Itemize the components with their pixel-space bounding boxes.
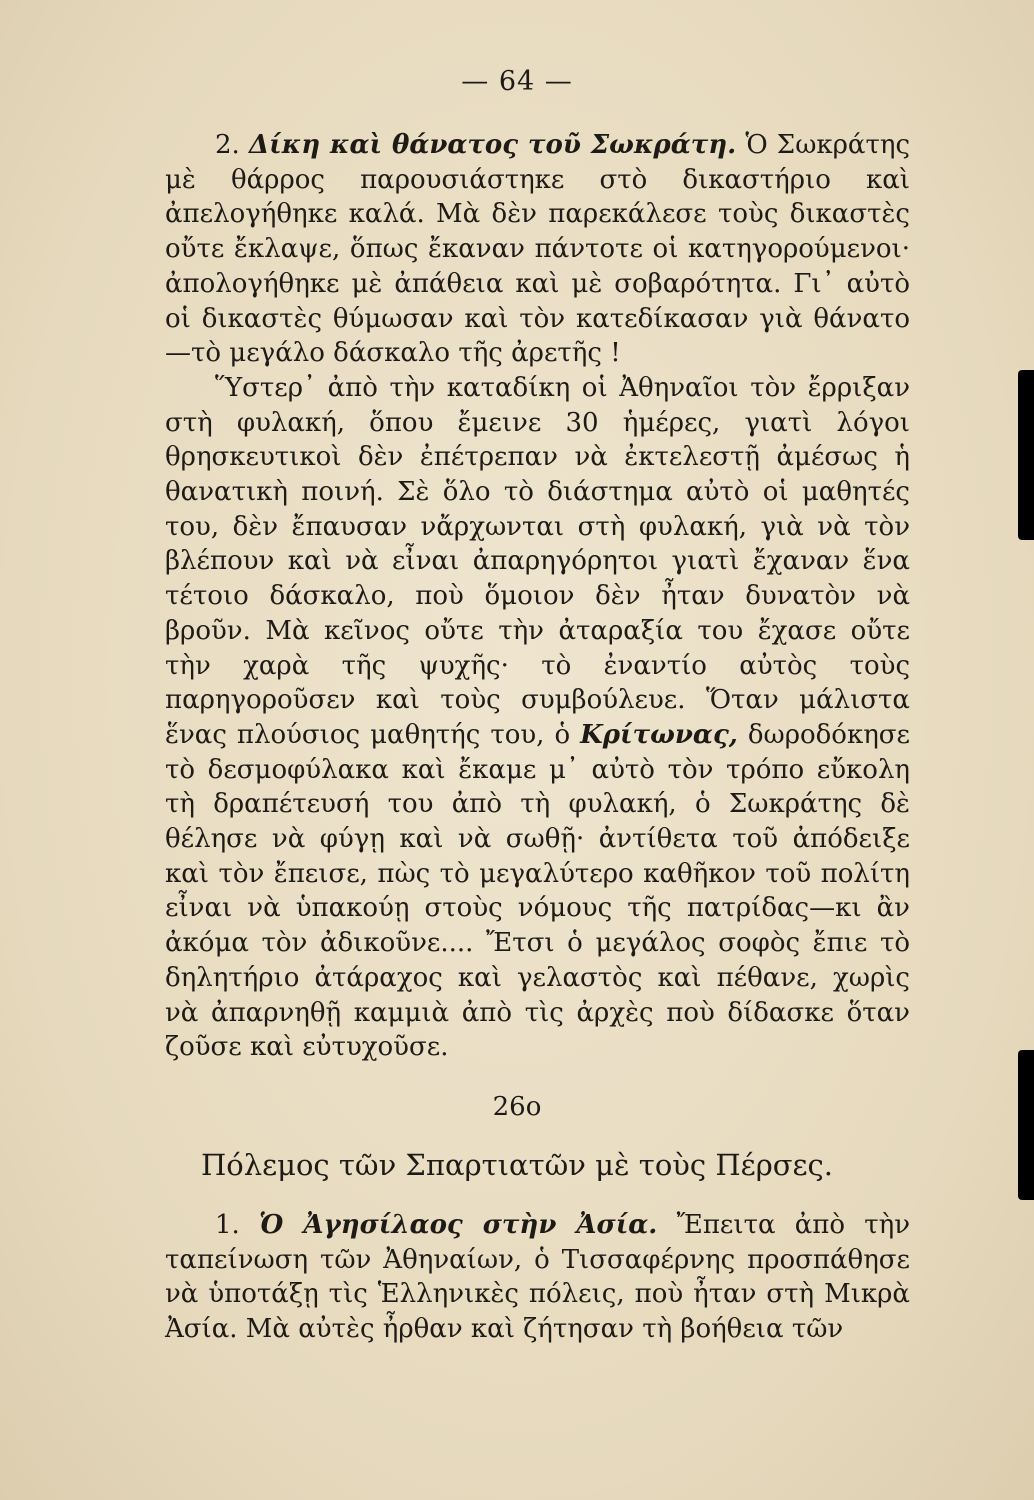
name-kriton: Κρίτωνας,: [580, 719, 738, 750]
section-1-heading: Ὁ Ἀγησίλαος στὴν Ἀσία.: [259, 1210, 658, 1240]
section-2-text-before-name: Ὕστερ᾽ ἀπὸ τὴν καταδίκη οἱ Ἀθηναῖοι τὸν ἔρριξαν στὴ φυλακή, ὅπου ἔμεινε 30 ἡμέρες, γιατὶ λόγοι θρησκευτικοὶ δὲν ἐπέτρεπαν νὰ ἐκτελεστῇ ἀμέσως ἡ θανατικὴ ποινή. Σὲ ὅλο τὸ διάστημα αὐτὸ οἱ μαθητές του, δὲν ἔπαυσαν νἄρχωνται στὴ φυλακή, γιὰ νὰ τὸν βλέπουν καὶ νὰ εἶναι ἀπαρηγόρητοι γιατὶ ἔχαναν ἕνα τέτοιο δάσκαλο, ποὺ ὅμοιον δὲν ἦταν δυνατὸν νὰ βροῦν. Μὰ κεῖνος οὔτε τὴν ἀταραξία του ἔχασε οὔτε τὴν χαρὰ τῆς ψυχῆς· τὸ ἐναντίο αὐτὸς τοὺς παρηγοροῦσεν καὶ τοὺς συμβούλευε. Ὅταν μάλιστα ἕνας πλούσιος μαθητής του, ὁ: [165, 372, 910, 750]
page-edge-mark: [1018, 370, 1034, 540]
section-2-text-after-name: δωροδόκησε τὸ δεσμοφύλακα καὶ ἔκαμε μ᾽ αὐτὸ τὸν τρόπο εὔκολη τὴ δραπέτευσή του ἀπὸ τὴ φυλακή, ὁ Σωκράτης δὲ θέλησε νὰ φύγῃ καὶ νὰ σωθῇ· ἀντίθετα τοῦ ἀπόδειξε καὶ τὸν ἔπεισε, πὼς τὸ μεγαλύτερο καθῆκον τοῦ πολίτη εἶναι νὰ ὑπακούῃ στοὺς νόμους τῆς πατρίδας—κι ἂν ἀκόμα τὸν ἀδικοῦνε.... Ἔτσι ὁ μεγάλος σοφὸς ἔπιε τὸ δηλητήριο ἀτάραχος καὶ γελαστὸς καὶ πέθανε, χωρὶς νὰ ἀπαρνηθῇ καμμιὰ ἀπὸ τὶς ἀρχὲς ποὺ δίδασκε ὅταν ζοῦσε καὶ εὐτυχοῦσε.: [165, 719, 911, 1063]
section-2-paragraph-2: [165, 371, 910, 1065]
section-2: [165, 128, 910, 1065]
page-number: — 64 —: [461, 66, 573, 97]
section-2-number: 2.: [215, 130, 240, 160]
section-2-paragraph-1: [165, 128, 910, 371]
section-2-text: Ὁ Σωκράτης μὲ θάρρος παρουσιάστηκε στὸ δικαστήριο καὶ ἀπελογήθηκε καλά. Μὰ δὲν παρεκάλεσε τοὺς δικαστὲς οὔτε ἔκλαψε, ὅπως ἔκαναν πάντοτε οἱ κατηγορούμενοι· ἀπολογήθηκε μὲ ἀπάθεια καὶ μὲ σοβαρότητα. Γι᾽ αὐτὸ οἱ δικαστὲς θύμωσαν καὶ τὸν κατεδίκασαν γιὰ θάνατο—τὸ μεγάλο δάσκαλο τῆς ἀρετῆς !: [165, 130, 911, 369]
chapter-number: 26ο: [492, 1092, 542, 1122]
section-2-heading: Δίκη καὶ θάνατος τοῦ Σωκράτη.: [248, 130, 737, 160]
chapter-title: Πόλεμος τῶν Σπαρτιατῶν μὲ τοὺς Πέρσες.: [200, 1148, 834, 1182]
section-1-text: Ἔπειτα ἀπὸ τὴν ταπείνωση τῶν Ἀθηναίων, ὁ Τισσαφέρνης προσπάθησε νὰ ὑποτάξῃ τὶς Ἑλληνικὲς πόλεις, ποὺ ἦταν στὴ Μικρὰ Ἀσία. Μὰ αὐτὲς ἦρθαν καὶ ζήτησαν τὴ βοήθεια τῶν: [165, 1210, 911, 1345]
section-1: [165, 1208, 910, 1347]
section-1-paragraph-1: [165, 1208, 910, 1347]
section-1-number: 1.: [215, 1210, 240, 1240]
